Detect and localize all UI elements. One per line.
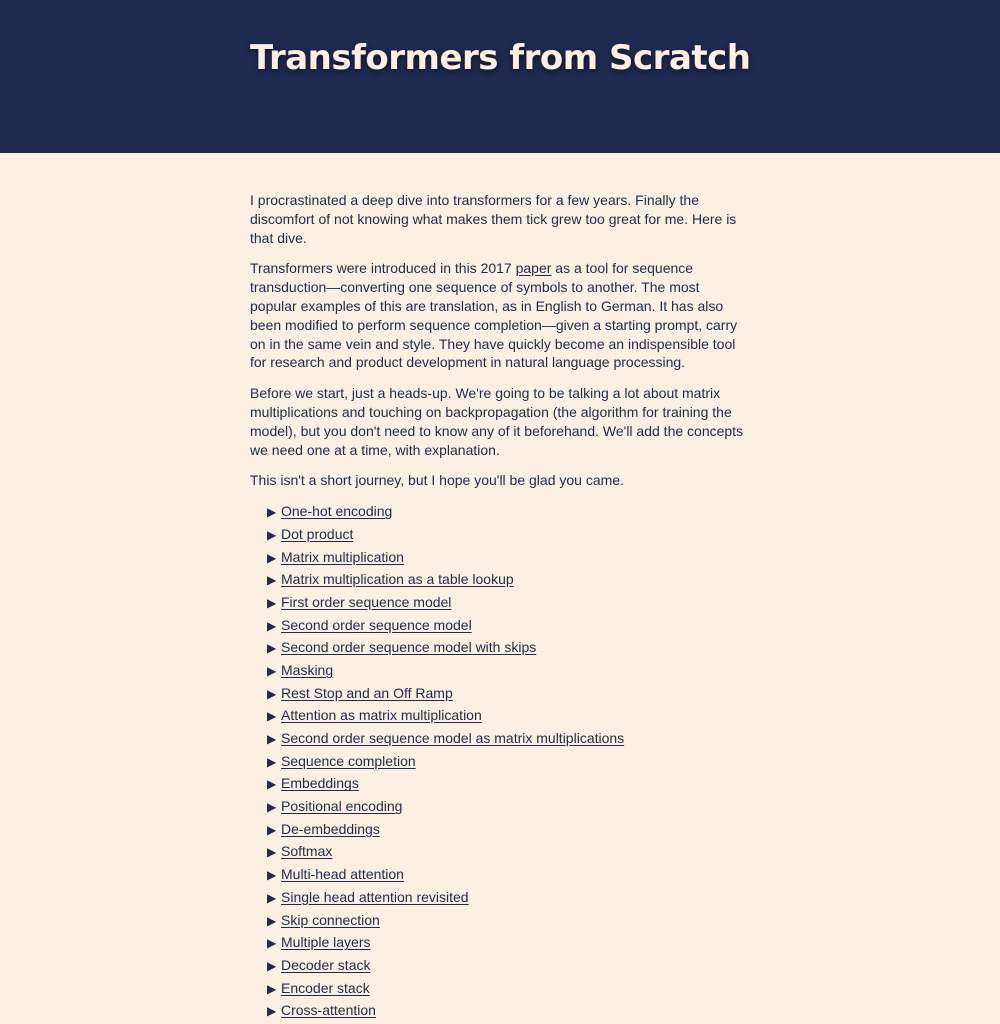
toc-item: [267, 548, 750, 571]
toc-item: [267, 820, 750, 843]
intro-paragraph-4: This isn't a short journey, but I hope you'll be glad you came.: [250, 472, 624, 489]
expand-triangle-icon[interactable]: ▶: [267, 618, 277, 633]
page-title: Transformers from Scratch: [250, 38, 751, 78]
toc-item: [267, 638, 750, 661]
toc-item: [267, 525, 750, 548]
toc-link[interactable]: Matrix multiplication: [281, 548, 404, 565]
toc-item: [267, 865, 750, 888]
toc-link[interactable]: First order sequence model: [281, 593, 452, 610]
expand-triangle-icon[interactable]: ▶: [267, 573, 277, 588]
toc-link[interactable]: Sequence completion: [281, 752, 416, 769]
toc-link[interactable]: Second order sequence model as matrix multiplications: [281, 730, 625, 747]
toc-link[interactable]: Skip connection: [281, 911, 380, 928]
toc-item: [267, 888, 750, 911]
expand-triangle-icon[interactable]: ▶: [267, 732, 277, 747]
intro-paragraph-2-end: as a tool for sequence transduction—converting one sequence of symbols to another. The most popular examples of this are translation, as in English to German. It has also been modified to perform sequence completion—given a starting prompt, carry on in the same vein and style. They have quickly become an indispensible tool for research and product development in natural language processing.: [250, 260, 738, 371]
expand-triangle-icon[interactable]: ▶: [267, 890, 277, 905]
toc-item: [267, 797, 750, 820]
expand-triangle-icon[interactable]: ▶: [267, 913, 277, 928]
table-of-contents: [250, 502, 750, 1024]
toc-item: [267, 979, 750, 1002]
intro-paragraph-1: I procrastinated a deep dive into transformers for a few years. Finally the discomfort of not knowing what makes them tick grew too great for me. Here is that dive.: [250, 192, 737, 246]
intro-paragraph-2-start: Transformers were introduced in this 2017: [250, 260, 516, 277]
expand-triangle-icon[interactable]: ▶: [267, 595, 277, 610]
toc-link[interactable]: Embeddings: [281, 775, 359, 792]
expand-triangle-icon[interactable]: ▶: [267, 754, 277, 769]
expand-triangle-icon[interactable]: ▶: [267, 800, 277, 815]
expand-triangle-icon[interactable]: ▶: [267, 1004, 277, 1019]
toc-item: [267, 842, 750, 865]
header-banner: [0, 0, 1000, 153]
toc-item: [267, 729, 750, 752]
toc-item: [267, 774, 750, 797]
toc-link[interactable]: One-hot encoding: [281, 503, 393, 520]
expand-triangle-icon[interactable]: ▶: [267, 936, 277, 951]
toc-item: [267, 956, 750, 979]
expand-triangle-icon[interactable]: ▶: [267, 663, 277, 678]
toc-link[interactable]: Matrix multiplication as a table lookup: [281, 571, 514, 588]
toc-link[interactable]: Second order sequence model with skips: [281, 639, 537, 656]
toc-link[interactable]: Dot product: [281, 525, 354, 542]
toc-link[interactable]: Masking: [281, 661, 334, 678]
toc-link[interactable]: Encoder stack: [281, 979, 370, 996]
toc-link[interactable]: Positional encoding: [281, 798, 403, 815]
expand-triangle-icon[interactable]: ▶: [267, 505, 277, 520]
toc-item: [267, 911, 750, 934]
toc-link[interactable]: Multiple layers: [281, 934, 371, 951]
expand-triangle-icon[interactable]: ▶: [267, 777, 277, 792]
toc-item: [267, 684, 750, 707]
expand-triangle-icon[interactable]: ▶: [267, 845, 277, 860]
expand-triangle-icon[interactable]: ▶: [267, 641, 277, 656]
toc-item: [267, 1001, 750, 1024]
toc-link[interactable]: Cross-attention: [281, 1002, 376, 1019]
toc-item: [267, 616, 750, 639]
toc-item: [267, 593, 750, 616]
paper-link[interactable]: paper: [515, 260, 552, 277]
expand-triangle-icon[interactable]: ▶: [267, 981, 277, 996]
toc-item: [267, 706, 750, 729]
toc-link[interactable]: Second order sequence model: [281, 616, 472, 633]
intro-paragraph-3: Before we start, just a heads-up. We're going to be talking a lot about matrix multiplications and touching on backpropagation (the algorithm for training the model), but you don't need to know any of it beforehand. We'll add the concepts we need one at a time, with explanation.: [250, 385, 744, 458]
toc-item: [267, 933, 750, 956]
expand-triangle-icon[interactable]: ▶: [267, 958, 277, 973]
toc-link[interactable]: De-embeddings: [281, 820, 380, 837]
toc-link[interactable]: Single head attention revisited: [281, 888, 469, 905]
toc-link[interactable]: Attention as matrix multiplication: [281, 707, 482, 724]
toc-link[interactable]: Decoder stack: [281, 956, 371, 973]
expand-triangle-icon[interactable]: ▶: [267, 686, 277, 701]
toc-link[interactable]: Multi-head attention: [281, 866, 404, 883]
toc-item: [267, 661, 750, 684]
toc-item: [267, 502, 750, 525]
expand-triangle-icon[interactable]: ▶: [267, 868, 277, 883]
expand-triangle-icon[interactable]: ▶: [267, 822, 277, 837]
expand-triangle-icon[interactable]: ▶: [267, 527, 277, 542]
toc-item: [267, 752, 750, 775]
expand-triangle-icon[interactable]: ▶: [267, 550, 277, 565]
article-body: [250, 191, 750, 1024]
toc-link[interactable]: Rest Stop and an Off Ramp: [281, 684, 453, 701]
toc-link[interactable]: Softmax: [281, 843, 333, 860]
intro-paragraph-2: [250, 259, 750, 372]
expand-triangle-icon[interactable]: ▶: [267, 709, 277, 724]
toc-item: [267, 570, 750, 593]
